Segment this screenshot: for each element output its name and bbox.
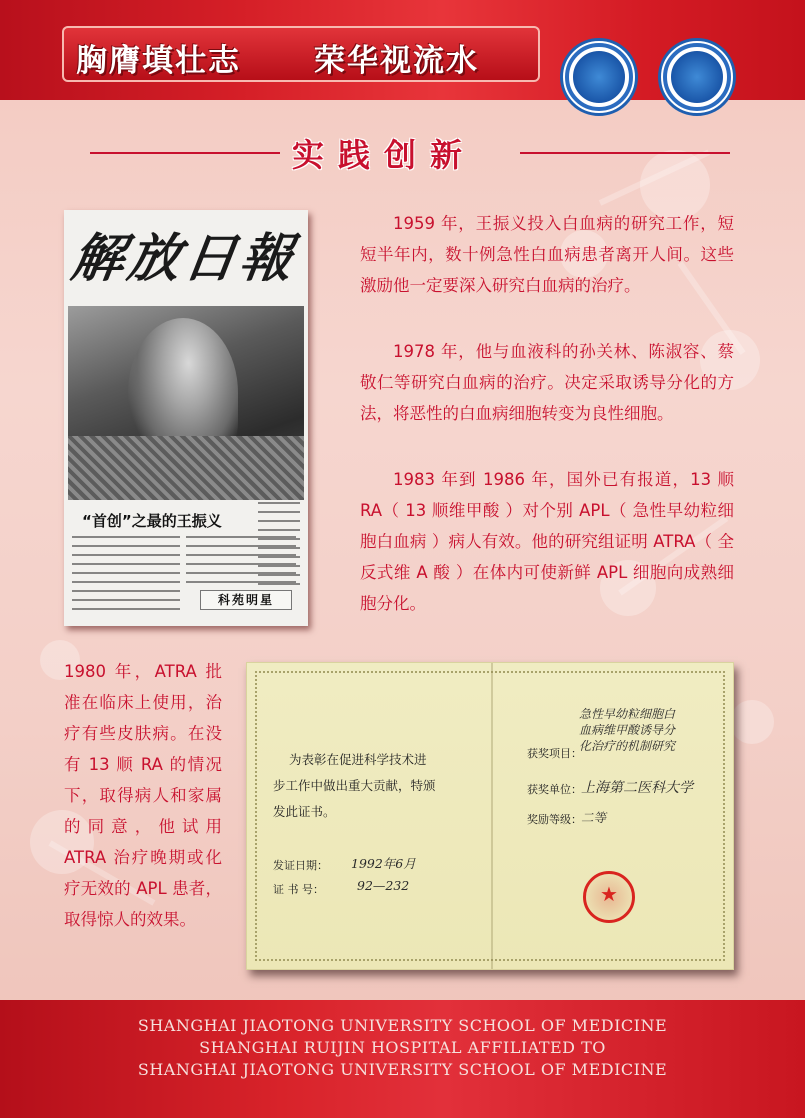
newspaper-text-column	[72, 536, 180, 616]
certificate-award-line2: 步工作中做出重大贡献，特颁	[273, 778, 436, 793]
paragraph-1959: 1959 年，王振义投入白血病的研究工作，短短半年内，数十例急性白血病患者离开人间。这些激励他一定要深入研究白血病的治疗。	[360, 214, 734, 295]
certificate-date-label: 发证日期：	[273, 859, 328, 872]
certificate-number-label: 证 书 号：	[273, 883, 324, 896]
paragraph-1980: 1980 年，ATRA 批准在临床上使用，治疗有些皮肤病。在没有 13 顺 RA 的情况下，取得病人和家属的同意，他试用 ATRA 治疗晚期或化疗无效的 APL 患者，取得惊人的效果。	[64, 662, 222, 929]
newspaper-text-column	[186, 536, 296, 586]
certificate-project-value-line3: 化治疗的机制研究	[579, 739, 676, 753]
certificate-project-value-line2: 血病维甲酸诱导分	[579, 723, 676, 737]
footer-line-2: SHANGHAI RUIJIN HOSPITAL AFFILIATED TO	[199, 1038, 606, 1057]
newspaper-masthead: 解放日報	[67, 228, 301, 289]
newspaper-caption: 科苑明星	[200, 590, 292, 610]
certificate-project-label: 获奖项目：	[527, 747, 582, 760]
certificate-unit-value: 上海第二医科大学	[581, 780, 693, 796]
certificate-award-line3: 发此证书。	[273, 804, 336, 819]
certificate-date-value: 1992年6月	[351, 856, 416, 871]
award-certificate-image	[246, 662, 734, 970]
hospital-seal-logo	[658, 38, 736, 116]
certificate-award-line1: 为表彰在促进科学技术进	[289, 752, 427, 767]
section-rule-left	[90, 152, 280, 154]
paragraph-1983: 1983 年到 1986 年，国外已有报道，13 顺 RA（ 13 顺维甲酸 ）对个别 APL（ 急性早幼粒细胞白血病 ）病人有效。他的研究组证明 ATRA（ 全反式维 A 酸 ）在体内可使新鲜 APL 细胞向成熟细胞分化。	[360, 470, 734, 613]
certificate-grade-label: 奖励等级：	[527, 813, 582, 826]
newspaper-photo	[68, 306, 304, 500]
section-rule-right	[520, 152, 730, 154]
header-title-plate	[62, 26, 540, 82]
university-seal-logo	[560, 38, 638, 116]
certificate-grade-value: 二等	[581, 810, 607, 825]
footer-line-1: SHANGHAI JIAOTONG UNIVERSITY SCHOOL OF MEDICINE	[137, 1016, 668, 1035]
paragraph-1978: 1978 年，他与血液科的孙关林、陈淑容、蔡敬仁等研究白血病的治疗。决定采取诱导分化的方法，将恶性的白血病细胞转变为良性细胞。	[360, 342, 734, 423]
newspaper-headline: “首创”之最的王振义	[82, 512, 222, 530]
certificate-project-value-line1: 急性早幼粒细胞白	[579, 707, 676, 721]
header-title-part1: 胸膺填壮志	[76, 43, 241, 79]
footer-line-3: SHANGHAI JIAOTONG UNIVERSITY SCHOOL OF MEDICINE	[137, 1060, 668, 1079]
footer-band	[0, 1000, 805, 1118]
section-title: 实践创新	[292, 136, 477, 174]
official-red-seal: ★	[583, 871, 635, 923]
certificate-unit-label: 获奖单位：	[527, 783, 582, 796]
decorative-molecule	[730, 700, 774, 744]
header-title-part2: 荣华视流水	[314, 43, 479, 79]
newspaper-clipping-image	[64, 210, 308, 626]
certificate-number-value: 92—232	[357, 878, 410, 893]
